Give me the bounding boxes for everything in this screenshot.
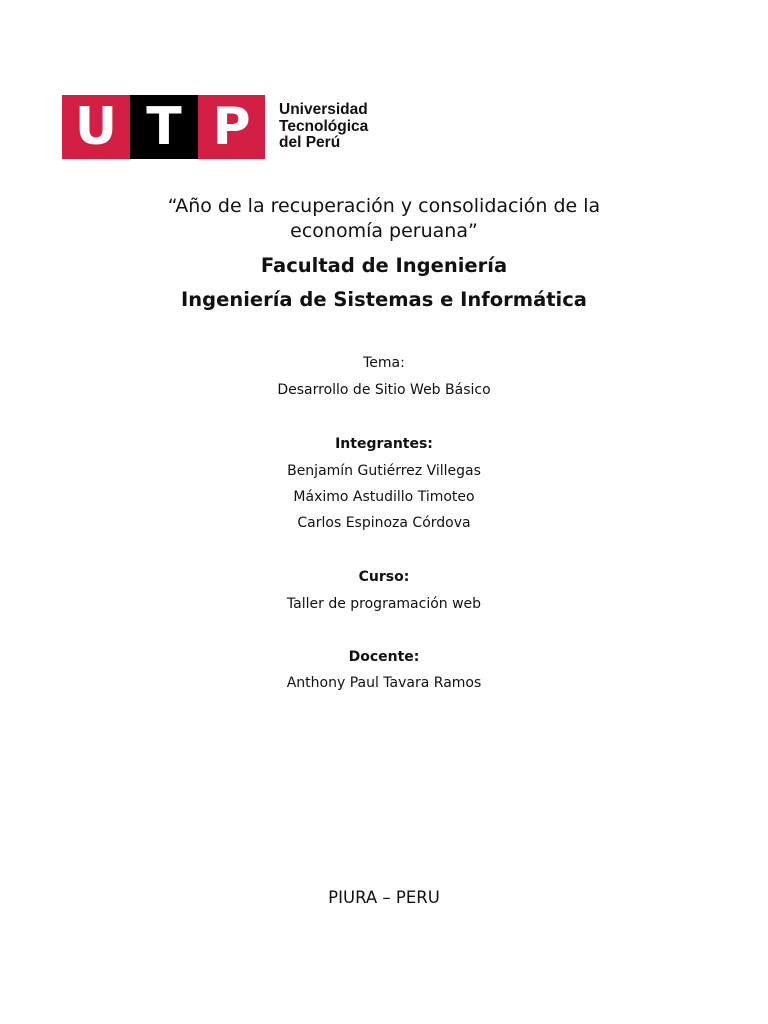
logo-letter-t: T [146, 97, 182, 157]
course-value: Taller de programación web [286, 596, 482, 612]
logo-letter-u: U [74, 97, 118, 157]
university-name-line-2: Tecnológica [279, 117, 369, 135]
teacher-label: Docente: [348, 649, 420, 665]
member-name: Benjamín Gutiérrez Villegas [287, 463, 481, 479]
topic-label: Tema: [363, 355, 405, 371]
location-text: PIURA – PERU [328, 888, 440, 907]
year-motto: “Año de la recuperación y consolidación de la economía peruana” [167, 195, 601, 242]
university-name-line-3: del Perú [279, 134, 341, 152]
career-title: Ingeniería de Sistemas e Informática [181, 288, 587, 311]
member-name: Máximo Astudillo Timoteo [293, 489, 475, 505]
faculty-title: Facultad de Ingeniería [260, 254, 508, 277]
logo-letter-p: P [212, 97, 251, 157]
logo-block-t [130, 95, 198, 159]
logo-block-p [198, 95, 265, 159]
logo-block-u [62, 95, 130, 159]
university-name [279, 102, 368, 152]
utp-logo-mark [62, 95, 265, 159]
course-label: Curso: [358, 569, 410, 585]
members-label: Integrantes: [335, 436, 433, 452]
member-name: Carlos Espinoza Córdova [297, 515, 471, 531]
utp-logo [62, 95, 368, 159]
university-name-line-1: Universidad [279, 101, 368, 119]
topic-value: Desarrollo de Sitio Web Básico [277, 382, 491, 398]
teacher-value: Anthony Paul Tavara Ramos [286, 675, 482, 691]
